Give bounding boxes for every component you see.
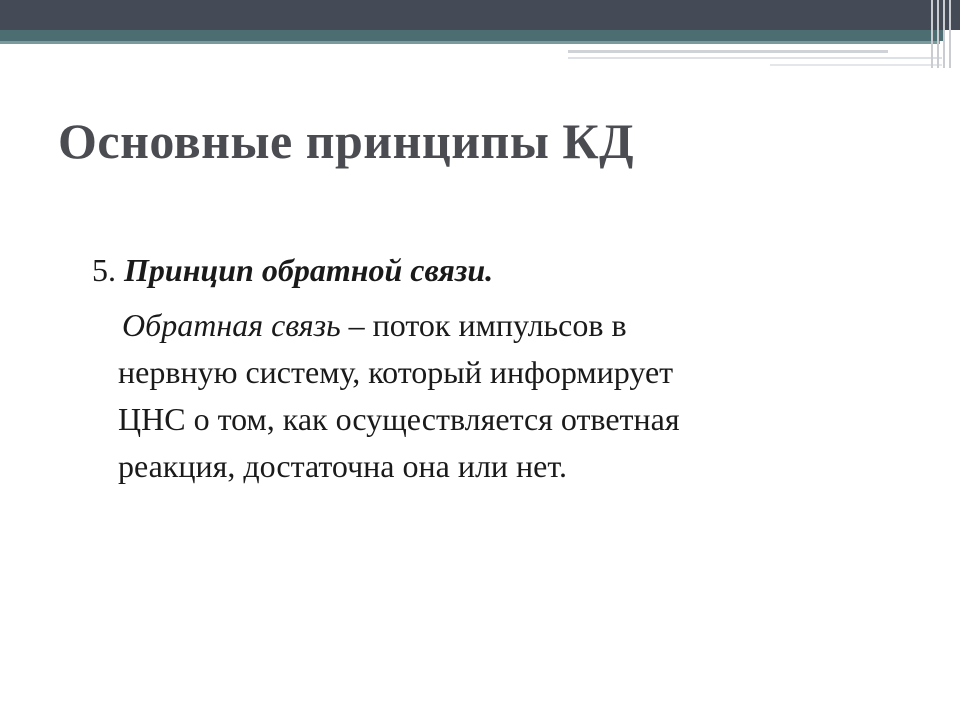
decor-line [568, 57, 942, 59]
decor-corner-line [943, 0, 945, 68]
definition-term: Обратная связь [122, 307, 341, 343]
item-heading-row [92, 252, 493, 289]
slide-title: Основные принципы КД [58, 113, 635, 169]
definition-line: реакция, достаточна она или нет. [118, 448, 567, 484]
top-bar [0, 0, 960, 30]
decor-corner-line [937, 0, 939, 68]
definition-text: – поток импульсов в [340, 307, 627, 343]
decor-corner-line [931, 0, 933, 68]
definition-paragraph [118, 302, 858, 490]
definition-line: ЦНС о том, как осуществляется ответная [118, 401, 680, 437]
decor-corner-line [949, 0, 951, 68]
definition-line: нервную систему, который информирует [118, 354, 674, 390]
decor-line [568, 50, 888, 53]
item-number: 5. [92, 252, 116, 288]
definition-line [118, 302, 858, 349]
accent-stripe-light [0, 41, 940, 44]
accent-stripe [0, 30, 945, 41]
item-heading: Принцип обратной связи. [124, 252, 494, 288]
decor-line [770, 64, 942, 66]
